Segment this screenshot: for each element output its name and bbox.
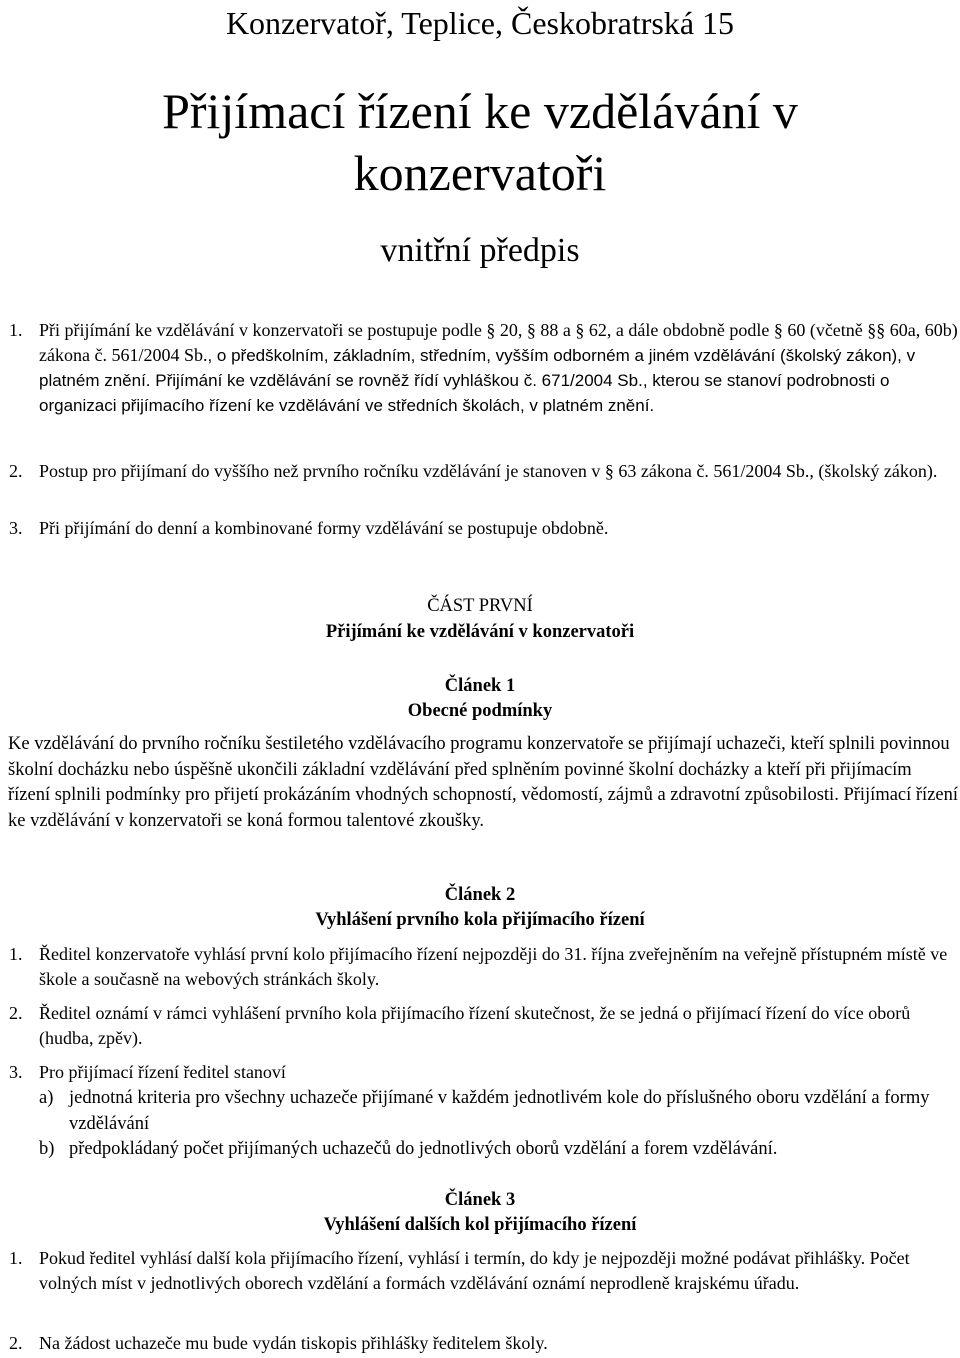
article-2-heading: Článek 2	[444, 885, 516, 905]
document-title-line-2: konzervatoři	[353, 145, 607, 201]
article-1-text: Ke vzdělávání do prvního ročníku šestiletého vzdělávacího programu konzervatoře se přijímají uchazeči, kteří splnili povinnou školní docházku nebo úspěšně ukončili základní vzdělávání před splněním povinné školní docházky a kteří při přijímacím řízení splnili podmínky pro přijetí prokázáním vhodných schopností, vědomostí, zájmů a zdravotní způsobilosti. Přijímací řízení ke vzdělávání v konzervatoři se koná formou talentové zkoušky.	[8, 734, 959, 831]
article-2-subitem-a-label: a)	[39, 1088, 54, 1108]
intro-item-1	[9, 318, 960, 418]
article-1-heading: Článek 1	[444, 676, 516, 696]
intro-item-2	[9, 459, 960, 484]
part-subheading: Přijímání ke vzdělávání v konzervatoři	[325, 622, 635, 642]
document-title	[0, 80, 960, 204]
intro-item-1-number: 1.	[9, 320, 23, 340]
intro-item-3	[9, 516, 960, 541]
article-2-item-2	[9, 1001, 960, 1051]
article-2-item-2-number: 2.	[9, 1003, 23, 1023]
article-3-item-1-number: 1.	[9, 1248, 23, 1268]
intro-item-3-number: 3.	[9, 518, 23, 538]
intro-item-2-text: Postup pro přijímaní do vyššího než prvního ročníku vzdělávání je stanoven v § 63 zákona č. 561/2004 Sb., (školský zákon).	[39, 461, 938, 481]
article-2-subitem-b-label: b)	[39, 1139, 55, 1159]
intro-item-1-text	[39, 318, 960, 418]
article-2-item-1-text: Ředitel konzervatoře vyhlásí první kolo přijímacího řízení nejpozději do 31. října zveřejněním na veřejně přístupném místě ve škole a současně na webových stránkách školy.	[39, 944, 948, 989]
intro-item-2-number: 2.	[9, 461, 23, 481]
article-3-item-1	[9, 1246, 960, 1296]
article-2-item-1	[9, 942, 960, 992]
school-name: Konzervatoř, Teplice, Českobratrská 15	[225, 5, 735, 41]
article-3-item-1-text: Pokud ředitel vyhlásí další kola přijímacího řízení, vyhlásí i termín, do kdy je nejpozději možné podávat přihlášky. Počet volných míst v jednotlivých oborech vzdělání a formách vzdělávání oznámí neprodleně krajskému úřadu.	[39, 1248, 910, 1293]
article-2-item-1-number: 1.	[9, 944, 23, 964]
article-3-item-2	[9, 1331, 960, 1356]
document-subtitle: vnitřní předpis	[380, 232, 580, 269]
article-3-heading: Článek 3	[444, 1190, 516, 1210]
article-2-item-3	[9, 1060, 960, 1085]
article-3-subheading: Vyhlášení dalších kol přijímacího řízení	[323, 1215, 637, 1235]
article-2-subitem-b-text: předpokládaný počet přijímaných uchazečů do jednotlivých oborů vzdělání a forem vzdělávání.	[69, 1139, 778, 1159]
article-2-subheading: Vyhlášení prvního kola přijímacího řízení	[315, 910, 645, 930]
article-2-subitem-b	[39, 1137, 960, 1163]
article-2-item-2-text: Ředitel oznámí v rámci vyhlášení prvního kola přijímacího řízení skutečnost, že se jedná o přijímací řízení do více oborů (hudba, zpěv).	[39, 1003, 911, 1048]
intro-item-1-text-part-3: , kterou se stanoví podrobnosti o organizaci přijímacího řízení ke vzdělávání ve středních školách, v platném znění.	[39, 371, 890, 415]
article-3-item-2-text: Na žádost uchazeče mu bude vydán tiskopis přihlášky ředitelem školy.	[39, 1333, 548, 1353]
article-2-subitem-a-text: jednotná kriteria pro všechny uchazeče přijímané v každém jednotlivém kole do příslušného oboru vzdělání a formy vzdělávání	[69, 1088, 930, 1134]
document-title-line-1: Přijímací řízení ke vzdělávání v	[162, 83, 798, 139]
part-heading: ČÁST PRVNÍ	[427, 596, 533, 616]
article-2-subitem-a	[39, 1086, 960, 1137]
article-1-subheading: Obecné podmínky	[407, 701, 553, 721]
article-2-item-3-text: Pro přijímací řízení ředitel stanoví	[39, 1062, 286, 1082]
intro-item-1-text-part-2: , o předškolním, základním, středním, vyšším odborném a jiném vzdělávání (školský zákon), v platném znění. Přijímání ke vzdělávání se rovněž řídí vyhláškou č. 671/2004 Sb.	[39, 346, 916, 390]
article-2-item-3-number: 3.	[9, 1062, 23, 1082]
intro-item-3-text: Při přijímání do denní a kombinované formy vzdělávání se postupuje obdobně.	[39, 518, 609, 538]
article-3-item-2-number: 2.	[9, 1333, 23, 1353]
intro-item-1-text-part-1: Při přijímání ke vzdělávání v konzervatoři se postupuje podle § 20, § 88 a § 62, a dále obdobně podle § 60 (včetně §§ 60a, 60b) zákona č. 561/2004 Sb.	[39, 320, 958, 365]
